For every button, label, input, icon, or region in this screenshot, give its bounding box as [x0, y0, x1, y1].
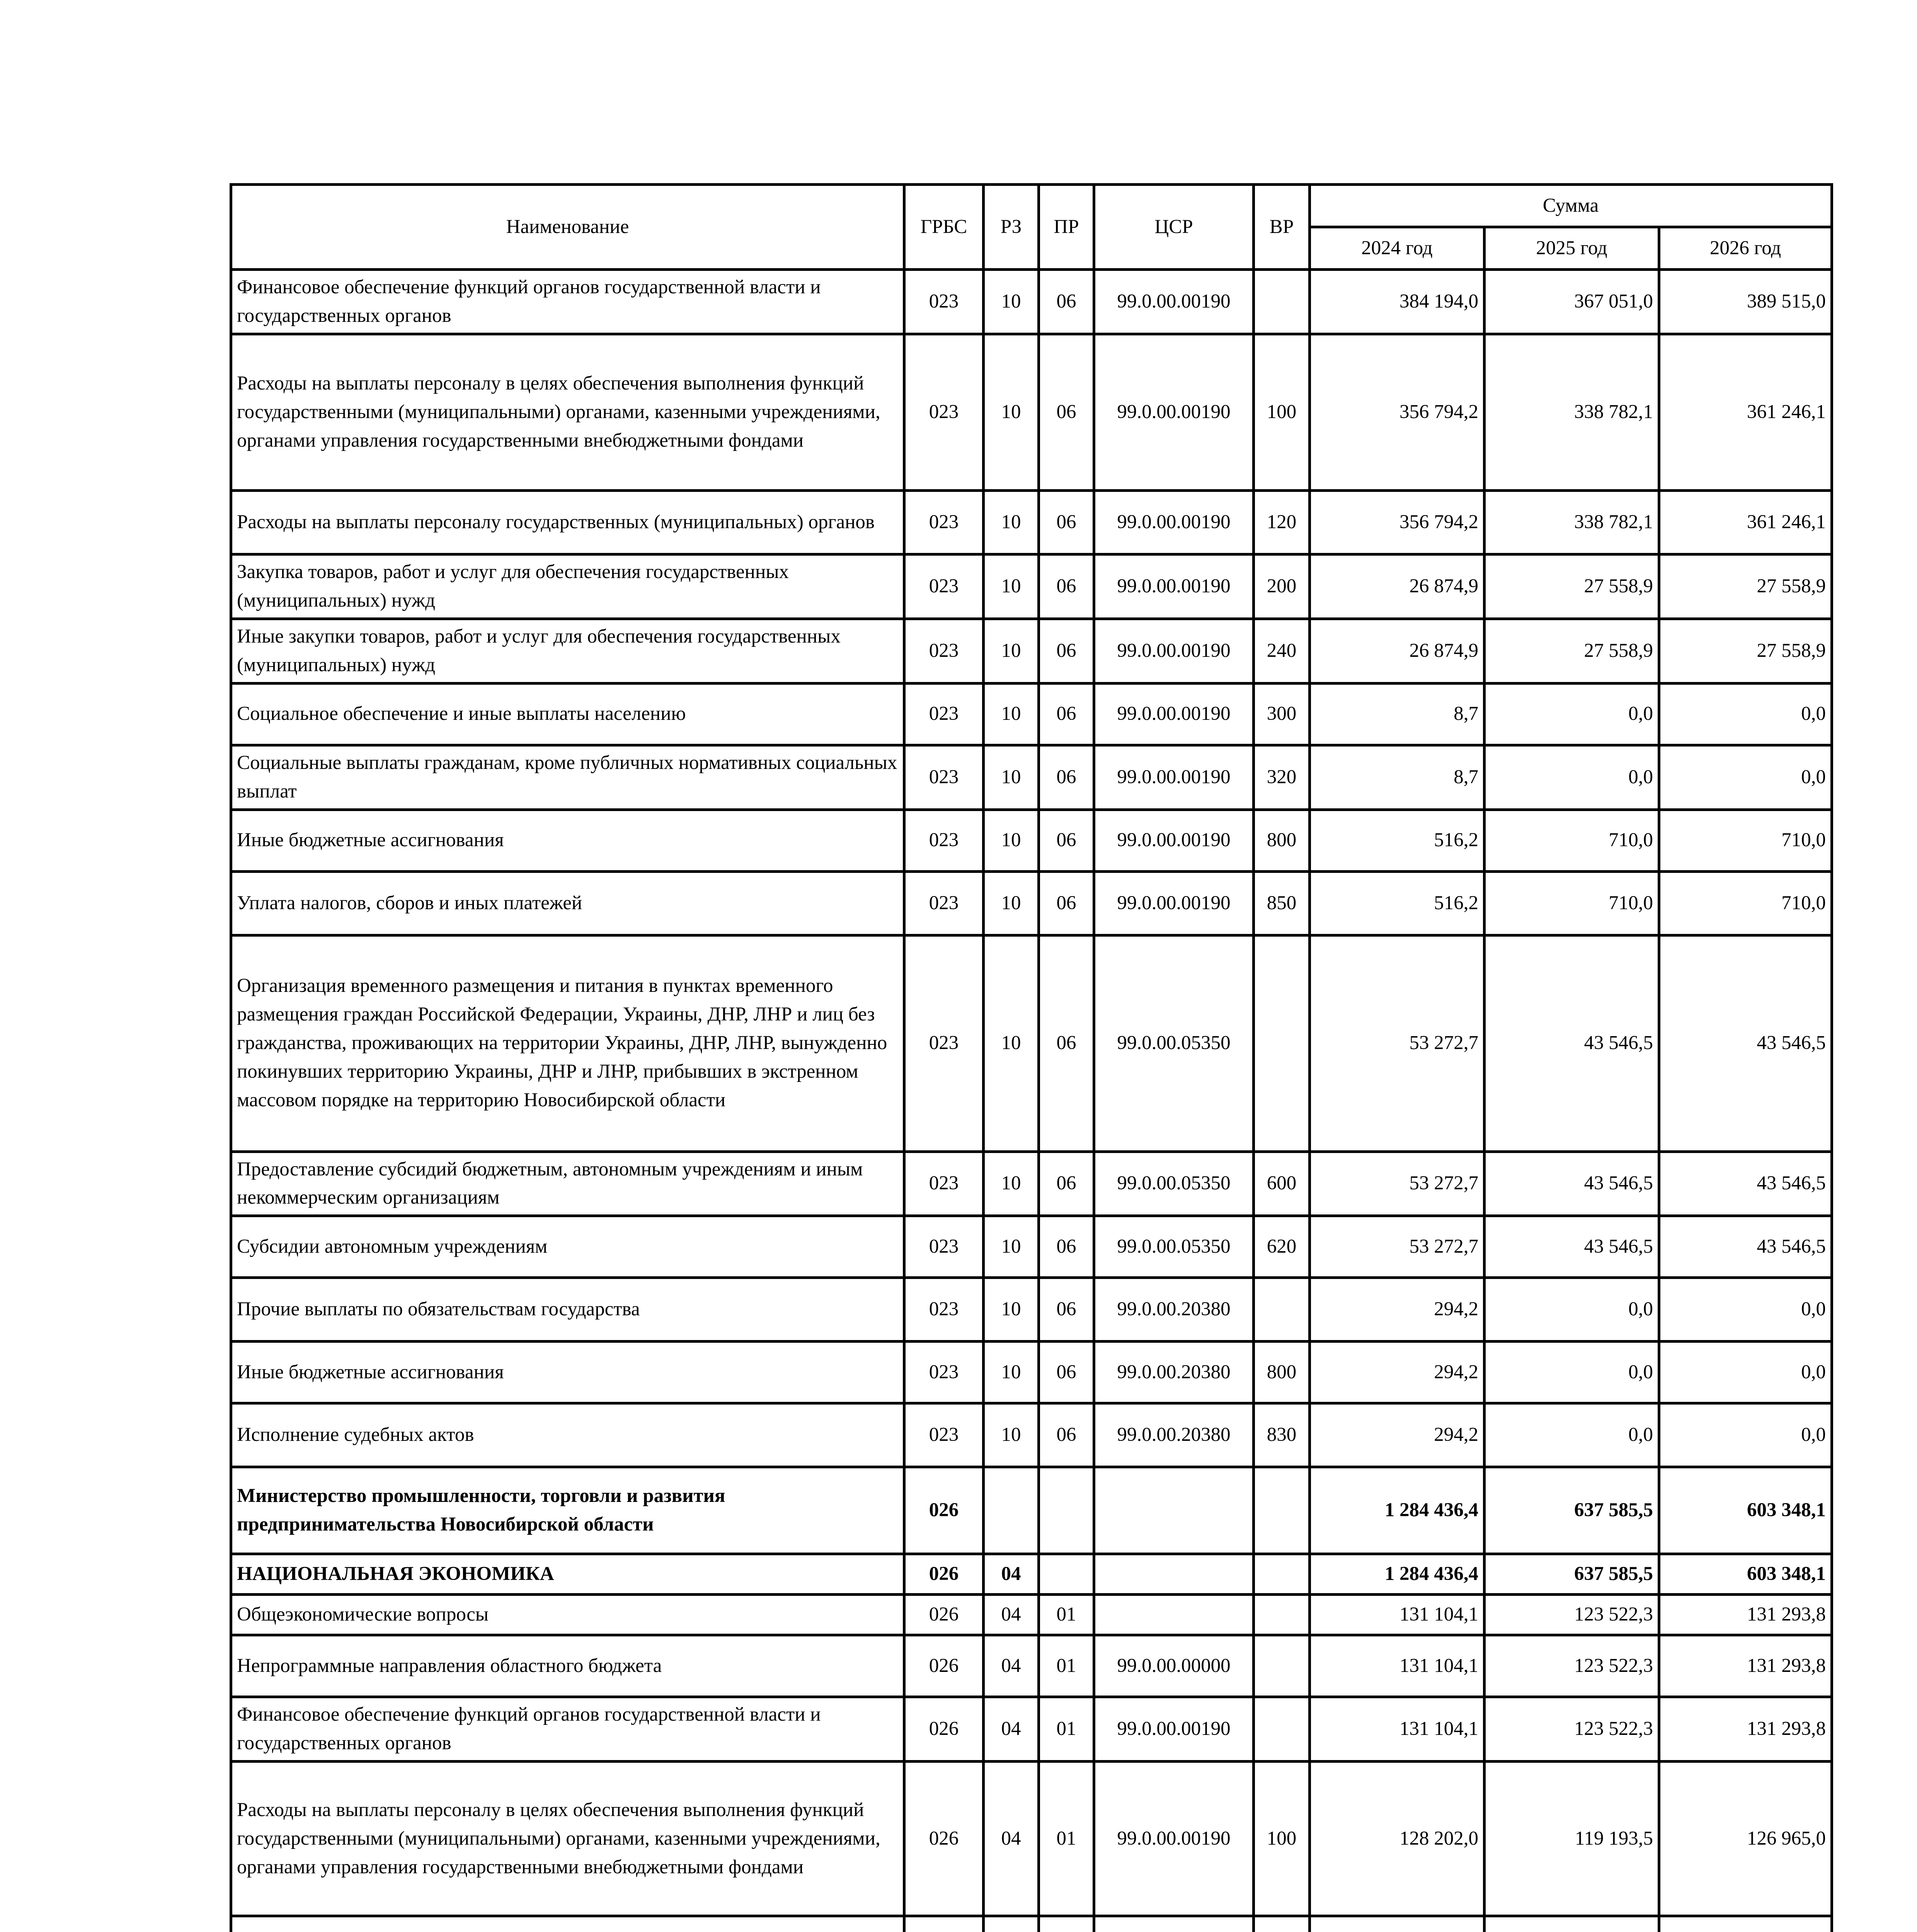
row-grbs-cell: 026: [904, 1635, 984, 1697]
row-2026-amount: 361 246,1: [1659, 334, 1832, 490]
row-grbs-cell: 023: [904, 871, 984, 935]
row-2026-amount: 131 293,8: [1659, 1635, 1832, 1697]
row-2026-amount: 0,0: [1659, 745, 1832, 810]
row-pr-cell: 06: [1039, 1403, 1094, 1467]
row-2025-amount: 710,0: [1485, 871, 1659, 935]
header-year-2026: 2026 год: [1659, 227, 1832, 270]
row-name-cell: Иные бюджетные ассигнования: [231, 1342, 904, 1403]
row-csr-cell: 99.0.00.00190: [1094, 490, 1254, 554]
row-grbs-cell: 026: [904, 1554, 984, 1595]
row-2025-amount: 0,0: [1485, 683, 1659, 745]
row-pr-cell: 06: [1039, 683, 1094, 745]
row-2026-amount: 603 348,1: [1659, 1554, 1832, 1595]
row-vr-cell: 200: [1254, 554, 1310, 619]
row-vr-cell: 620: [1254, 1216, 1310, 1278]
header-vr: ВР: [1254, 185, 1310, 270]
table-row: [231, 490, 1832, 554]
row-2024-amount: 26 874,9: [1310, 619, 1485, 683]
row-2026-amount: [1659, 1916, 1832, 1932]
row-csr-cell: 99.0.00.00190: [1094, 1697, 1254, 1762]
row-2024-amount: 516,2: [1310, 810, 1485, 871]
row-name-cell: [231, 1916, 904, 1932]
row-2025-amount: 0,0: [1485, 745, 1659, 810]
row-2024-amount: 356 794,2: [1310, 490, 1485, 554]
row-rz-cell: 04: [984, 1554, 1039, 1595]
row-pr-cell: [1039, 1916, 1094, 1932]
table-body: [231, 270, 1832, 1932]
row-2024-amount: 1 284 436,4: [1310, 1554, 1485, 1595]
row-csr-cell: 99.0.00.00000: [1094, 1635, 1254, 1697]
row-2024-amount: 131 104,1: [1310, 1697, 1485, 1762]
row-rz-cell: 10: [984, 871, 1039, 935]
table-row: [231, 1216, 1832, 1278]
row-2025-amount: 0,0: [1485, 1403, 1659, 1467]
row-vr-cell: [1254, 1554, 1310, 1595]
row-grbs-cell: 023: [904, 1403, 984, 1467]
row-pr-cell: 06: [1039, 1216, 1094, 1278]
table-row: [231, 1762, 1832, 1916]
row-2025-amount: 338 782,1: [1485, 490, 1659, 554]
row-2025-amount: 43 546,5: [1485, 935, 1659, 1151]
row-name-cell: Финансовое обеспечение функций органов государственной власти и государственных органов: [231, 270, 904, 334]
row-csr-cell: 99.0.00.00190: [1094, 871, 1254, 935]
row-2026-amount: 27 558,9: [1659, 619, 1832, 683]
row-name-cell: НАЦИОНАЛЬНАЯ ЭКОНОМИКА: [231, 1554, 904, 1595]
row-2024-amount: 294,2: [1310, 1278, 1485, 1342]
row-pr-cell: [1039, 1554, 1094, 1595]
table-row: [231, 1403, 1832, 1467]
row-csr-cell: [1094, 1595, 1254, 1635]
row-rz-cell: 10: [984, 935, 1039, 1151]
row-csr-cell: 99.0.00.20380: [1094, 1342, 1254, 1403]
row-vr-cell: 320: [1254, 745, 1310, 810]
row-2024-amount: 294,2: [1310, 1342, 1485, 1403]
row-2025-amount: 123 522,3: [1485, 1595, 1659, 1635]
row-2025-amount: [1485, 1916, 1659, 1932]
row-2026-amount: 43 546,5: [1659, 1216, 1832, 1278]
row-2026-amount: 0,0: [1659, 1278, 1832, 1342]
row-vr-cell: 100: [1254, 1762, 1310, 1916]
row-2026-amount: 710,0: [1659, 871, 1832, 935]
row-rz-cell: 10: [984, 745, 1039, 810]
row-csr-cell: 99.0.00.00190: [1094, 270, 1254, 334]
row-pr-cell: 01: [1039, 1595, 1094, 1635]
row-rz-cell: 10: [984, 1342, 1039, 1403]
row-vr-cell: [1254, 1916, 1310, 1932]
row-vr-cell: 600: [1254, 1151, 1310, 1216]
row-name-cell: Министерство промышленности, торговли и развития предпринимательства Новосибирской области: [231, 1467, 904, 1554]
row-2026-amount: 603 348,1: [1659, 1467, 1832, 1554]
row-2026-amount: 43 546,5: [1659, 935, 1832, 1151]
row-2025-amount: 119 193,5: [1485, 1762, 1659, 1916]
row-csr-cell: 99.0.00.00190: [1094, 683, 1254, 745]
row-2026-amount: 710,0: [1659, 810, 1832, 871]
table-row: [231, 683, 1832, 745]
row-vr-cell: 240: [1254, 619, 1310, 683]
row-name-cell: Социальные выплаты гражданам, кроме публичных нормативных социальных выплат: [231, 745, 904, 810]
row-grbs-cell: 026: [904, 1595, 984, 1635]
row-grbs-cell: 026: [904, 1697, 984, 1762]
row-csr-cell: [1094, 1467, 1254, 1554]
table-row: [231, 270, 1832, 334]
row-2025-amount: 43 546,5: [1485, 1151, 1659, 1216]
row-2024-amount: 53 272,7: [1310, 935, 1485, 1151]
row-rz-cell: 04: [984, 1762, 1039, 1916]
row-rz-cell: 04: [984, 1595, 1039, 1635]
row-csr-cell: 99.0.00.00190: [1094, 554, 1254, 619]
budget-table: [230, 183, 1833, 1932]
row-csr-cell: 99.0.00.20380: [1094, 1278, 1254, 1342]
row-2024-amount: 53 272,7: [1310, 1216, 1485, 1278]
row-pr-cell: 06: [1039, 1151, 1094, 1216]
row-2026-amount: 0,0: [1659, 1342, 1832, 1403]
row-grbs-cell: 023: [904, 490, 984, 554]
row-name-cell: Расходы на выплаты персоналу государственных (муниципальных) органов: [231, 490, 904, 554]
header-grbs: ГРБС: [904, 185, 984, 270]
row-2024-amount: 356 794,2: [1310, 334, 1485, 490]
row-grbs-cell: 026: [904, 1467, 984, 1554]
header-csr: ЦСР: [1094, 185, 1254, 270]
row-grbs-cell: 023: [904, 935, 984, 1151]
table-row: [231, 554, 1832, 619]
row-vr-cell: [1254, 1595, 1310, 1635]
row-pr-cell: 06: [1039, 270, 1094, 334]
row-name-cell: Иные бюджетные ассигнования: [231, 810, 904, 871]
row-2026-amount: 27 558,9: [1659, 554, 1832, 619]
row-2025-amount: 367 051,0: [1485, 270, 1659, 334]
row-2025-amount: 0,0: [1485, 1278, 1659, 1342]
row-2025-amount: 710,0: [1485, 810, 1659, 871]
row-grbs-cell: 026: [904, 1762, 984, 1916]
row-grbs-cell: 023: [904, 810, 984, 871]
row-2024-amount: 516,2: [1310, 871, 1485, 935]
row-name-cell: Организация временного размещения и питания в пунктах временного размещения граждан Российской Федерации, Украины, ДНР, ЛНР и лиц без гражданства, проживающих на территории Украины, ДНР, ЛНР, вынужденно покинувших территорию Украины, ДНР и ЛНР, прибывших в экстренном массовом порядке на территорию Новосибирской области: [231, 935, 904, 1151]
row-rz-cell: 10: [984, 1403, 1039, 1467]
row-pr-cell: 06: [1039, 554, 1094, 619]
row-pr-cell: 06: [1039, 490, 1094, 554]
row-2024-amount: 26 874,9: [1310, 554, 1485, 619]
row-pr-cell: 06: [1039, 810, 1094, 871]
row-name-cell: Финансовое обеспечение функций органов государственной власти и государственных органов: [231, 1697, 904, 1762]
header-rz: РЗ: [984, 185, 1039, 270]
table-row: [231, 1467, 1832, 1554]
row-csr-cell: 99.0.00.05350: [1094, 1151, 1254, 1216]
row-2024-amount: 128 202,0: [1310, 1762, 1485, 1916]
row-2024-amount: 8,7: [1310, 683, 1485, 745]
header-year-2025: 2025 год: [1485, 227, 1659, 270]
row-2025-amount: 0,0: [1485, 1342, 1659, 1403]
row-csr-cell: 99.0.00.00190: [1094, 1762, 1254, 1916]
row-rz-cell: 10: [984, 1216, 1039, 1278]
row-name-cell: Прочие выплаты по обязательствам государства: [231, 1278, 904, 1342]
row-csr-cell: 99.0.00.00190: [1094, 619, 1254, 683]
row-2024-amount: 294,2: [1310, 1403, 1485, 1467]
row-2024-amount: 8,7: [1310, 745, 1485, 810]
row-vr-cell: 120: [1254, 490, 1310, 554]
table-row: [231, 871, 1832, 935]
row-2025-amount: 637 585,5: [1485, 1467, 1659, 1554]
table-row: [231, 1635, 1832, 1697]
row-name-cell: Непрограммные направления областного бюджета: [231, 1635, 904, 1697]
row-csr-cell: 99.0.00.05350: [1094, 1216, 1254, 1278]
row-grbs-cell: 023: [904, 1151, 984, 1216]
row-2025-amount: 27 558,9: [1485, 554, 1659, 619]
header-name: Наименование: [231, 185, 904, 270]
row-rz-cell: 10: [984, 810, 1039, 871]
row-2025-amount: 338 782,1: [1485, 334, 1659, 490]
row-rz-cell: 10: [984, 334, 1039, 490]
table-row: [231, 1554, 1832, 1595]
header-pr: ПР: [1039, 185, 1094, 270]
table-row: [231, 1595, 1832, 1635]
header-sum: Сумма: [1310, 185, 1832, 227]
row-vr-cell: [1254, 1467, 1310, 1554]
row-vr-cell: 100: [1254, 334, 1310, 490]
row-pr-cell: 06: [1039, 619, 1094, 683]
row-pr-cell: 06: [1039, 334, 1094, 490]
row-name-cell: Социальное обеспечение и иные выплаты населению: [231, 683, 904, 745]
row-vr-cell: 800: [1254, 1342, 1310, 1403]
row-name-cell: Субсидии автономным учреждениям: [231, 1216, 904, 1278]
row-2024-amount: 384 194,0: [1310, 270, 1485, 334]
row-grbs-cell: 023: [904, 554, 984, 619]
table-row: [231, 1916, 1832, 1932]
row-2026-amount: 126 965,0: [1659, 1762, 1832, 1916]
row-pr-cell: [1039, 1467, 1094, 1554]
row-grbs-cell: 023: [904, 745, 984, 810]
row-grbs-cell: 023: [904, 683, 984, 745]
row-vr-cell: 830: [1254, 1403, 1310, 1467]
row-rz-cell: 10: [984, 1151, 1039, 1216]
row-vr-cell: 850: [1254, 871, 1310, 935]
row-pr-cell: 06: [1039, 1278, 1094, 1342]
table-header: [231, 185, 1832, 270]
table-row: [231, 810, 1832, 871]
row-2025-amount: 637 585,5: [1485, 1554, 1659, 1595]
row-csr-cell: 99.0.00.00190: [1094, 334, 1254, 490]
row-rz-cell: [984, 1916, 1039, 1932]
row-name-cell: Исполнение судебных актов: [231, 1403, 904, 1467]
table-row: [231, 1342, 1832, 1403]
row-grbs-cell: [904, 1916, 984, 1932]
table-row: [231, 334, 1832, 490]
row-rz-cell: [984, 1467, 1039, 1554]
row-rz-cell: 04: [984, 1635, 1039, 1697]
table-row: [231, 619, 1832, 683]
row-name-cell: Общеэкономические вопросы: [231, 1595, 904, 1635]
row-rz-cell: 10: [984, 619, 1039, 683]
row-vr-cell: [1254, 935, 1310, 1151]
row-rz-cell: 10: [984, 490, 1039, 554]
row-rz-cell: 10: [984, 554, 1039, 619]
row-name-cell: Предоставление субсидий бюджетным, автономным учреждениям и иным некоммерческим организациям: [231, 1151, 904, 1216]
row-2024-amount: 53 272,7: [1310, 1151, 1485, 1216]
row-2025-amount: 43 546,5: [1485, 1216, 1659, 1278]
row-rz-cell: 04: [984, 1697, 1039, 1762]
table-row: [231, 1697, 1832, 1762]
row-csr-cell: [1094, 1554, 1254, 1595]
row-grbs-cell: 023: [904, 1216, 984, 1278]
row-2024-amount: 1 284 436,4: [1310, 1467, 1485, 1554]
row-csr-cell: [1094, 1916, 1254, 1932]
row-pr-cell: 01: [1039, 1762, 1094, 1916]
row-2026-amount: 131 293,8: [1659, 1697, 1832, 1762]
row-vr-cell: 800: [1254, 810, 1310, 871]
row-2026-amount: 43 546,5: [1659, 1151, 1832, 1216]
table-row: [231, 1278, 1832, 1342]
table-row: [231, 935, 1832, 1151]
row-pr-cell: 06: [1039, 1342, 1094, 1403]
row-2026-amount: 361 246,1: [1659, 490, 1832, 554]
row-grbs-cell: 023: [904, 334, 984, 490]
row-pr-cell: 01: [1039, 1697, 1094, 1762]
row-csr-cell: 99.0.00.00190: [1094, 745, 1254, 810]
row-2026-amount: 0,0: [1659, 683, 1832, 745]
row-2024-amount: 131 104,1: [1310, 1635, 1485, 1697]
row-vr-cell: 300: [1254, 683, 1310, 745]
row-2024-amount: 131 104,1: [1310, 1595, 1485, 1635]
row-name-cell: Расходы на выплаты персоналу в целях обеспечения выполнения функций государственными (муниципальными) органами, казенными учреждениями, органами управления государственными внебюджетными фондами: [231, 1762, 904, 1916]
row-grbs-cell: 023: [904, 619, 984, 683]
table-row: [231, 1151, 1832, 1216]
row-vr-cell: [1254, 1278, 1310, 1342]
row-2025-amount: 123 522,3: [1485, 1697, 1659, 1762]
header-year-2024: 2024 год: [1310, 227, 1485, 270]
row-csr-cell: 99.0.00.05350: [1094, 935, 1254, 1151]
row-2025-amount: 27 558,9: [1485, 619, 1659, 683]
row-pr-cell: 06: [1039, 745, 1094, 810]
row-csr-cell: 99.0.00.20380: [1094, 1403, 1254, 1467]
row-csr-cell: 99.0.00.00190: [1094, 810, 1254, 871]
row-rz-cell: 10: [984, 270, 1039, 334]
row-grbs-cell: 023: [904, 270, 984, 334]
row-2024-amount: [1310, 1916, 1485, 1932]
row-pr-cell: 01: [1039, 1635, 1094, 1697]
row-grbs-cell: 023: [904, 1278, 984, 1342]
row-vr-cell: [1254, 1635, 1310, 1697]
row-2026-amount: 0,0: [1659, 1403, 1832, 1467]
table-row: [231, 745, 1832, 810]
row-rz-cell: 10: [984, 683, 1039, 745]
row-rz-cell: 10: [984, 1278, 1039, 1342]
row-pr-cell: 06: [1039, 935, 1094, 1151]
row-2026-amount: 389 515,0: [1659, 270, 1832, 334]
row-name-cell: Иные закупки товаров, работ и услуг для обеспечения государственных (муниципальных) нужд: [231, 619, 904, 683]
row-grbs-cell: 023: [904, 1342, 984, 1403]
row-vr-cell: [1254, 1697, 1310, 1762]
row-name-cell: Расходы на выплаты персоналу в целях обеспечения выполнения функций государственными (муниципальными) органами, казенными учреждениями, органами управления государственными внебюджетными фондами: [231, 334, 904, 490]
row-pr-cell: 06: [1039, 871, 1094, 935]
row-name-cell: Уплата налогов, сборов и иных платежей: [231, 871, 904, 935]
row-vr-cell: [1254, 270, 1310, 334]
row-2025-amount: 123 522,3: [1485, 1635, 1659, 1697]
row-2026-amount: 131 293,8: [1659, 1595, 1832, 1635]
row-name-cell: Закупка товаров, работ и услуг для обеспечения государственных (муниципальных) нужд: [231, 554, 904, 619]
